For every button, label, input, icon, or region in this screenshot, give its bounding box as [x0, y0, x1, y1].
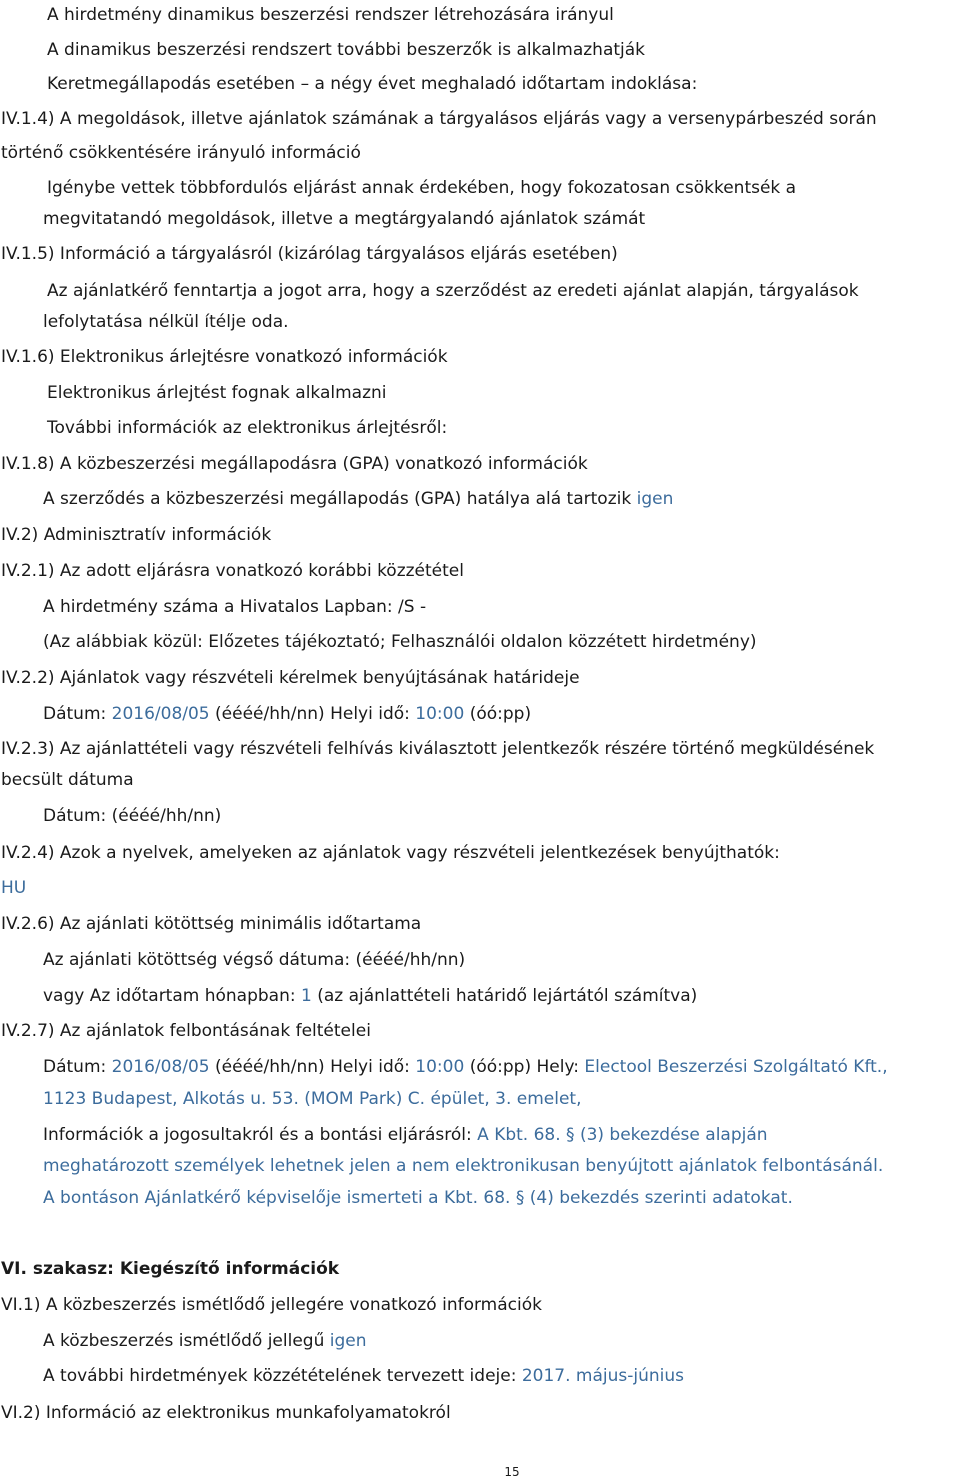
dps-additional-buyers-line: A dinamikus beszerzési rendszert további beszerzők is alkalmazhatják — [47, 40, 646, 60]
section-iv-1-6-heading: IV.1.6) Elektronikus árlejtésre vonatkozó információk — [1, 347, 448, 367]
section-iv-2-3-heading-cont: becsült dátuma — [1, 770, 134, 790]
section-iv-2-heading: IV.2) Adminisztratív információk — [1, 525, 272, 545]
section-iv-1-4-heading: IV.1.4) A megoldások, illetve ajánlatok számának a tárgyalásos eljárás vagy a versenypárbeszéd során — [1, 109, 877, 129]
gpa-line: A szerződés a közbeszerzési megállapodás (GPA) hatálya alá tartozik igen — [43, 489, 674, 509]
section-iv-2-3-heading: IV.2.3) Az ajánlattételi vagy részvételi felhívás kiválasztott jelentkezők részére történő megküldésének — [1, 739, 875, 759]
eauction-used-line: Elektronikus árlejtést fognak alkalmazni — [47, 383, 387, 403]
validity-end-date-line: Az ajánlati kötöttség végső dátuma: (éééé/hh/nn) — [43, 950, 466, 970]
opening-date: 2016/08/05 — [111, 1057, 210, 1077]
opening-persons-value-cont2: A bontáson Ajánlatkérő képviselője ismerteti a Kbt. 68. § (4) bekezdés szerinti adatokat. — [43, 1188, 793, 1208]
recurring-value: igen — [329, 1331, 367, 1351]
multistage-procedure-line: Igénybe vettek többfordulós eljárást annak érdekében, hogy fokozatosan csökkentsék a — [47, 178, 797, 198]
section-iv-1-5-heading: IV.1.5) Információ a tárgyalásról (kizárólag tárgyalásos eljárás esetében) — [1, 244, 618, 264]
page-number: 15 — [504, 1465, 520, 1479]
negotiation-right-line-cont: lefolytatása nélkül ítélje oda. — [43, 312, 289, 332]
validity-duration-line: vagy Az időtartam hónapban: 1 (az ajánlattételi határidő lejártától számítva) — [43, 986, 698, 1006]
section-iv-2-6-heading: IV.2.6) Az ajánlati kötöttség minimális időtartama — [1, 914, 422, 934]
opening-place: Electool Beszerzési Szolgáltató Kft., — [584, 1057, 888, 1077]
invitation-date-line: Dátum: (éééé/hh/nn) — [43, 806, 222, 826]
submission-date: 2016/08/05 — [111, 704, 210, 724]
submission-deadline-line: Dátum: 2016/08/05 (éééé/hh/nn) Helyi idő: 10:00 (óó:pp) — [43, 704, 532, 724]
prior-notice-type-line: (Az alábbiak közül: Előzetes tájékoztató; Felhasználói oldalon közzétett hirdetmény) — [43, 632, 757, 652]
framework-justification-line: Keretmegállapodás esetében – a négy évet meghaladó időtartam indoklása: — [47, 74, 698, 94]
further-notices-date: 2017. május-június — [521, 1366, 685, 1386]
negotiation-right-line: Az ajánlatkérő fenntartja a jogot arra, hogy a szerződést az eredeti ajánlat alapján, tárgyalások — [47, 281, 859, 301]
section-iv-1-8-heading: IV.1.8) A közbeszerzési megállapodásra (GPA) vonatkozó információk — [1, 454, 588, 474]
section-iv-2-1-heading: IV.2.1) Az adott eljárásra vonatkozó korábbi közzététel — [1, 561, 464, 581]
opening-address: 1123 Budapest, Alkotás u. 53. (MOM Park) C. épület, 3. emelet, — [43, 1089, 582, 1109]
dps-notice-line: A hirdetmény dinamikus beszerzési rendszer létrehozására irányul — [47, 5, 614, 25]
opening-persons-value: A Kbt. 68. § (3) bekezdése alapján — [477, 1125, 768, 1145]
section-vi-heading: VI. szakasz: Kiegészítő információk — [1, 1259, 340, 1279]
section-iv-2-4-heading: IV.2.4) Azok a nyelvek, amelyeken az ajánlatok vagy részvételi jelentkezések benyújthatók: — [1, 843, 780, 863]
section-iv-1-4-heading-cont: történő csökkentésére irányuló információ — [1, 143, 361, 163]
further-notices-line: A további hirdetmények közzétételének tervezett ideje: 2017. május-június — [43, 1366, 685, 1386]
section-vi-2-heading: VI.2) Információ az elektronikus munkafolyamatokról — [1, 1403, 451, 1423]
section-iv-2-7-heading: IV.2.7) Az ajánlatok felbontásának feltételei — [1, 1021, 371, 1041]
submission-time: 10:00 — [415, 704, 465, 724]
opening-persons-value-cont: meghatározott személyek lehetnek jelen a nem elektronikusan benyújtott ajánlatok felbontásánál. — [43, 1156, 884, 1176]
language-value: HU — [1, 878, 27, 898]
opening-persons-line: Információk a jogosultakról és a bontási eljárásról: A Kbt. 68. § (3) bekezdése alapján — [43, 1125, 768, 1145]
recurring-procurement-line: A közbeszerzés ismétlődő jellegű igen — [43, 1331, 367, 1351]
multistage-procedure-line-cont: megvitatandó megoldások, illetve a megtárgyalandó ajánlatok számát — [43, 209, 646, 229]
validity-months: 1 — [301, 986, 312, 1006]
section-iv-2-2-heading: IV.2.2) Ajánlatok vagy részvételi kérelmek benyújtásának határideje — [1, 668, 580, 688]
oj-notice-number-line: A hirdetmény száma a Hivatalos Lapban: /S - — [43, 597, 427, 617]
gpa-value: igen — [636, 489, 674, 509]
opening-conditions-line: Dátum: 2016/08/05 (éééé/hh/nn) Helyi idő: 10:00 (óó:pp) Hely: Electool Beszerzési Szolgáltató Kft., — [43, 1057, 888, 1077]
section-vi-1-heading: VI.1) A közbeszerzés ismétlődő jellegére vonatkozó információk — [1, 1295, 542, 1315]
opening-time: 10:00 — [415, 1057, 465, 1077]
eauction-info-line: További információk az elektronikus árlejtésről: — [47, 418, 448, 438]
